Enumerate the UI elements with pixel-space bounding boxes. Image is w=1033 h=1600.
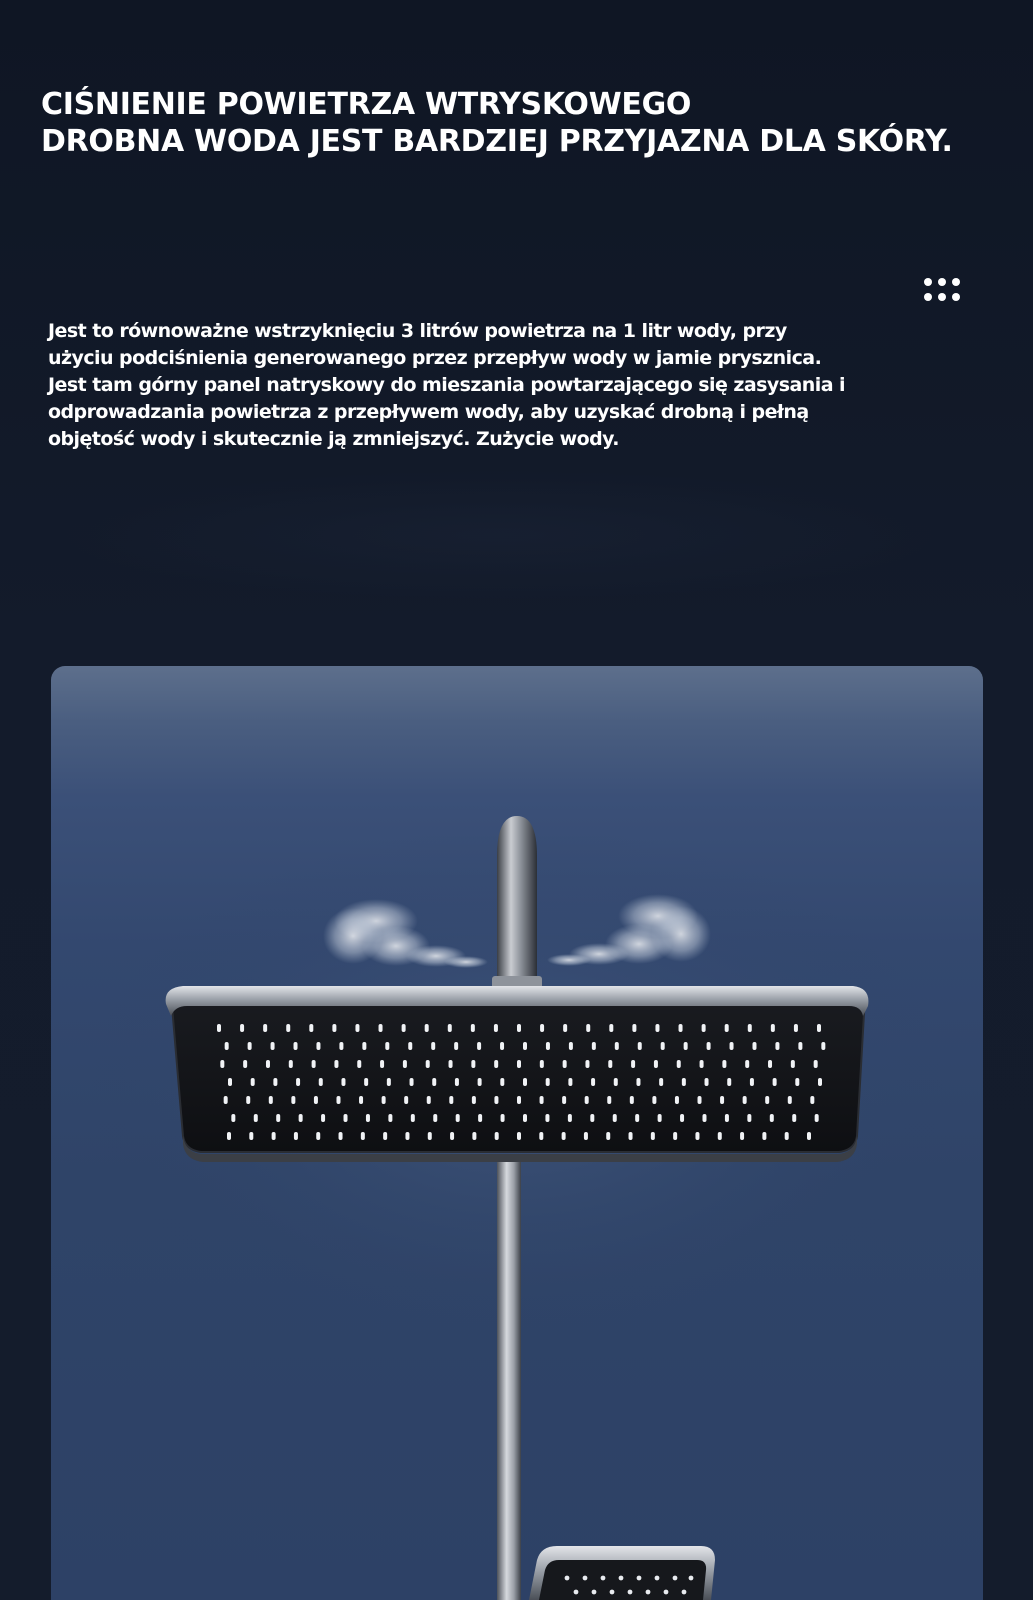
nozzle xyxy=(217,1024,221,1032)
nozzle xyxy=(791,1060,795,1068)
nozzle xyxy=(334,1060,338,1068)
nozzle xyxy=(276,1114,280,1122)
nozzle xyxy=(404,1096,408,1104)
nozzle xyxy=(231,1114,235,1122)
nozzle xyxy=(251,1078,255,1086)
nozzle xyxy=(814,1060,818,1068)
nozzle xyxy=(361,1132,365,1140)
nozzle xyxy=(517,1024,521,1032)
nozzle xyxy=(775,1042,779,1050)
nozzle xyxy=(679,1024,683,1032)
nozzle xyxy=(427,1096,431,1104)
nozzle xyxy=(702,1114,706,1122)
nozzle xyxy=(718,1132,722,1140)
description-line: użyciu podciśnienia generowanego przez przepływ wody w jamie prysznica. xyxy=(48,347,822,369)
nozzle xyxy=(240,1024,244,1032)
nozzle xyxy=(546,1078,550,1086)
nozzle xyxy=(456,1114,460,1122)
nozzle xyxy=(388,1114,392,1122)
nozzle xyxy=(748,1024,752,1032)
nozzle xyxy=(382,1096,386,1104)
product-image-panel xyxy=(51,666,983,1600)
nozzle xyxy=(263,1024,267,1032)
nozzle xyxy=(807,1132,811,1140)
nozzle xyxy=(426,1060,430,1068)
nozzle xyxy=(655,1024,659,1032)
nozzle xyxy=(562,1132,566,1140)
nozzle xyxy=(762,1132,766,1140)
nozzle xyxy=(517,1132,521,1140)
nozzle xyxy=(702,1024,706,1032)
nozzle xyxy=(220,1060,224,1068)
nozzle xyxy=(471,1060,475,1068)
nozzle xyxy=(319,1078,323,1086)
nozzle xyxy=(636,1078,640,1086)
nozzle xyxy=(477,1042,481,1050)
nozzle xyxy=(471,1024,475,1032)
nozzle xyxy=(225,1042,229,1050)
description-text xyxy=(48,318,988,453)
nozzle xyxy=(494,1060,498,1068)
nozzle xyxy=(540,1060,544,1068)
nozzle xyxy=(638,1042,642,1050)
nozzle xyxy=(408,1042,412,1050)
nozzle xyxy=(585,1096,589,1104)
nozzle xyxy=(700,1060,704,1068)
nozzle xyxy=(725,1114,729,1122)
nozzle xyxy=(523,1078,527,1086)
nozzle xyxy=(730,1042,734,1050)
nozzle xyxy=(590,1114,594,1122)
nozzle xyxy=(494,1024,498,1032)
nozzle xyxy=(652,1096,656,1104)
nozzle xyxy=(383,1132,387,1140)
nozzle xyxy=(332,1024,336,1032)
nozzle xyxy=(540,1096,544,1104)
page-headline xyxy=(41,86,1001,160)
faded-background-text xyxy=(60,470,940,600)
nozzle xyxy=(695,1132,699,1140)
nozzle xyxy=(271,1042,275,1050)
nozzle xyxy=(615,1042,619,1050)
nozzle xyxy=(501,1114,505,1122)
nozzle xyxy=(316,1132,320,1140)
description-line: Jest to równoważne wstrzyknięciu 3 litrów powietrza na 1 litr wody, przy xyxy=(48,320,787,342)
nozzle xyxy=(454,1042,458,1050)
nozzle xyxy=(248,1042,252,1050)
nozzle xyxy=(312,1060,316,1068)
nozzle xyxy=(517,1060,521,1068)
nozzle xyxy=(792,1114,796,1122)
nozzle xyxy=(321,1114,325,1122)
nozzle xyxy=(725,1024,729,1032)
nozzle xyxy=(740,1132,744,1140)
nozzle xyxy=(698,1096,702,1104)
nozzle xyxy=(385,1042,389,1050)
nozzle xyxy=(472,1132,476,1140)
nozzle xyxy=(608,1060,612,1068)
nozzle xyxy=(585,1060,589,1068)
nozzle xyxy=(798,1042,802,1050)
nozzle xyxy=(355,1024,359,1032)
nozzle xyxy=(366,1114,370,1122)
nozzle xyxy=(449,1096,453,1104)
nozzle xyxy=(675,1096,679,1104)
nozzle xyxy=(635,1114,639,1122)
nozzle xyxy=(752,1042,756,1050)
nozzle xyxy=(680,1114,684,1122)
nozzle xyxy=(707,1042,711,1050)
nozzle xyxy=(425,1024,429,1032)
nozzle xyxy=(609,1024,613,1032)
nozzle xyxy=(592,1042,596,1050)
nozzle xyxy=(661,1042,665,1050)
nozzle xyxy=(291,1096,295,1104)
nozzle xyxy=(314,1096,318,1104)
nozzle xyxy=(224,1096,228,1104)
nozzle xyxy=(266,1060,270,1068)
nozzle xyxy=(630,1096,634,1104)
nozzle xyxy=(545,1114,549,1122)
nozzle xyxy=(380,1060,384,1068)
nozzle xyxy=(309,1024,313,1032)
nozzle xyxy=(540,1024,544,1032)
nozzle xyxy=(794,1024,798,1032)
nozzle xyxy=(455,1078,459,1086)
nozzle xyxy=(632,1024,636,1032)
nozzle xyxy=(743,1096,747,1104)
nozzle xyxy=(478,1078,482,1086)
nozzle xyxy=(673,1132,677,1140)
nozzle xyxy=(614,1078,618,1086)
nozzle xyxy=(658,1114,662,1122)
description-line: objętość wody i skutecznie ją zmniejszyć. Zużycie wody. xyxy=(48,428,619,450)
nozzle xyxy=(405,1132,409,1140)
nozzle xyxy=(286,1024,290,1032)
nozzle xyxy=(431,1042,435,1050)
nozzle xyxy=(727,1078,731,1086)
nozzle xyxy=(357,1060,361,1068)
nozzle xyxy=(568,1078,572,1086)
nozzle xyxy=(788,1096,792,1104)
nozzle xyxy=(631,1060,635,1068)
nozzle xyxy=(362,1042,366,1050)
nozzle xyxy=(768,1060,772,1068)
nozzle xyxy=(810,1096,814,1104)
nozzle xyxy=(563,1024,567,1032)
nozzle xyxy=(770,1114,774,1122)
nozzle xyxy=(364,1078,368,1086)
nozzle xyxy=(795,1078,799,1086)
nozzle xyxy=(500,1078,504,1086)
nozzle xyxy=(773,1078,777,1086)
nozzle xyxy=(254,1114,258,1122)
nozzle xyxy=(523,1114,527,1122)
nozzle xyxy=(821,1042,825,1050)
nozzle xyxy=(448,1024,452,1032)
nozzle xyxy=(449,1060,453,1068)
nozzle xyxy=(705,1078,709,1086)
nozzle xyxy=(316,1042,320,1050)
nozzle xyxy=(500,1042,504,1050)
nozzle xyxy=(629,1132,633,1140)
nozzle xyxy=(289,1060,293,1068)
nozzle xyxy=(569,1042,573,1050)
nozzle xyxy=(294,1042,298,1050)
nozzle xyxy=(228,1078,232,1086)
nozzle xyxy=(410,1078,414,1086)
nozzle xyxy=(379,1024,383,1032)
nozzle xyxy=(747,1114,751,1122)
nozzle xyxy=(659,1078,663,1086)
shower-head-icon xyxy=(51,666,983,1600)
nozzle xyxy=(273,1078,277,1086)
nozzle xyxy=(336,1096,340,1104)
nozzle xyxy=(722,1060,726,1068)
nozzle xyxy=(359,1096,363,1104)
more-dots-icon[interactable] xyxy=(923,277,965,307)
nozzle xyxy=(450,1132,454,1140)
nozzle xyxy=(677,1060,681,1068)
nozzle xyxy=(272,1132,276,1140)
nozzle xyxy=(720,1096,724,1104)
nozzle xyxy=(607,1096,611,1104)
nozzle xyxy=(403,1060,407,1068)
nozzle xyxy=(539,1132,543,1140)
nozzle xyxy=(339,1042,343,1050)
nozzle xyxy=(765,1096,769,1104)
nozzle xyxy=(243,1060,247,1068)
nozzle xyxy=(494,1096,498,1104)
nozzle xyxy=(472,1096,476,1104)
nozzle xyxy=(523,1042,527,1050)
nozzle xyxy=(387,1078,391,1086)
nozzle xyxy=(682,1078,686,1086)
nozzle xyxy=(584,1132,588,1140)
nozzle xyxy=(269,1096,273,1104)
nozzle xyxy=(568,1114,572,1122)
description-line: odprowadzania powietrza z przepływem wody, aby uzyskać drobną i pełną xyxy=(48,401,809,423)
nozzle xyxy=(478,1114,482,1122)
nozzle xyxy=(818,1078,822,1086)
nozzle xyxy=(428,1132,432,1140)
headline-line-1: CIŚNIENIE POWIETRZA WTRYSKOWEGO xyxy=(41,87,692,122)
nozzle xyxy=(339,1132,343,1140)
nozzle xyxy=(495,1132,499,1140)
nozzle xyxy=(613,1114,617,1122)
nozzle xyxy=(432,1078,436,1086)
nozzle xyxy=(402,1024,406,1032)
nozzle xyxy=(684,1042,688,1050)
nozzle xyxy=(294,1132,298,1140)
nozzle xyxy=(815,1114,819,1122)
nozzle xyxy=(654,1060,658,1068)
nozzle xyxy=(344,1114,348,1122)
nozzle xyxy=(563,1060,567,1068)
nozzle xyxy=(817,1024,821,1032)
nozzle xyxy=(517,1096,521,1104)
nozzle xyxy=(299,1114,303,1122)
nozzle xyxy=(591,1078,595,1086)
nozzle xyxy=(296,1078,300,1086)
nozzle xyxy=(433,1114,437,1122)
nozzle xyxy=(785,1132,789,1140)
nozzle xyxy=(249,1132,253,1140)
headline-line-2: DROBNA WODA JEST BARDZIEJ PRZYJAZNA DLA SKÓRY. xyxy=(41,124,953,159)
nozzle xyxy=(586,1024,590,1032)
nozzle xyxy=(227,1132,231,1140)
nozzle xyxy=(606,1132,610,1140)
nozzle xyxy=(246,1096,250,1104)
nozzle xyxy=(562,1096,566,1104)
nozzle xyxy=(745,1060,749,1068)
nozzle xyxy=(546,1042,550,1050)
description-line: Jest tam górny panel natryskowy do mieszania powtarzającego się zasysania i xyxy=(48,374,846,396)
nozzle xyxy=(411,1114,415,1122)
nozzle xyxy=(341,1078,345,1086)
nozzle xyxy=(651,1132,655,1140)
nozzle xyxy=(771,1024,775,1032)
nozzle xyxy=(750,1078,754,1086)
